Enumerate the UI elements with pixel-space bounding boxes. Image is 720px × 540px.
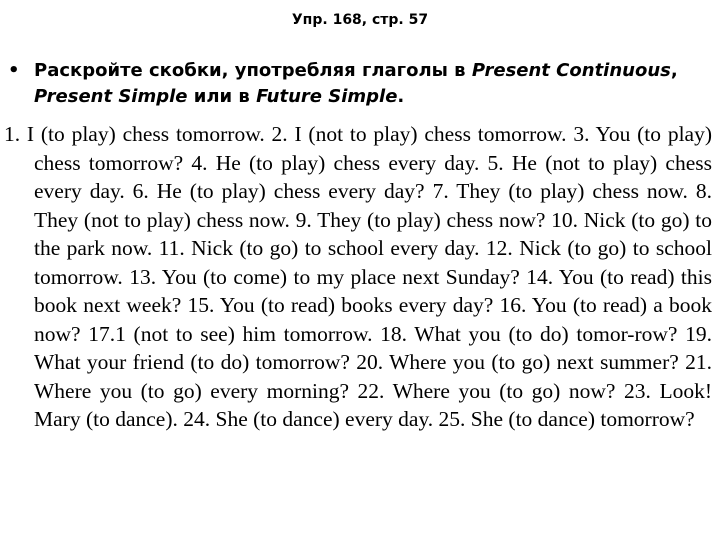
tense-present-simple: Present Simple bbox=[34, 86, 188, 107]
instruction-end: . bbox=[397, 86, 405, 107]
instruction-part-1: Раскройте скобки, употребляя глаголы в bbox=[34, 60, 472, 81]
tense-present-continuous: Present Continuous bbox=[471, 60, 671, 81]
exercise-reference: Упр. 168, стр. 57 bbox=[291, 12, 429, 28]
task-instruction bbox=[8, 58, 708, 110]
task-instruction-text bbox=[34, 58, 708, 110]
instruction-separator: , bbox=[670, 60, 678, 81]
instruction-part-2: или в bbox=[187, 86, 257, 107]
tense-future-simple: Future Simple bbox=[256, 86, 398, 107]
exercise-sentences: 1. I (to play) chess tomorrow. 2. I (not to play) chess tomorrow. 3. You (to play) chess tomorrow? 4. He (to play) chess every day. 5. He (not to play) chess every day. 6. He (to play) chess every day? 7. They (to play) chess now. 8. They (not to play) chess now. 9. They (to play) chess now? 10. Nick (to go) to the park now. 11. Nick (to go) to school every day. 12. Nick (to go) to school tomorrow. 13. You (to come) to my place next Sunday? 14. You (to read) this book next week? 15. You (to read) books every day? 16. You (to read) a book now? 17.1 (not to see) him tomorrow. 18. What you (to do) tomor-row? 19. What your friend (to do) tomorrow? 20. Where you (to go) next summer? 21. Where you (to go) every morning? 22. Where you (to go) now? 23. Look! Mary (to dance). 24. She (to dance) every day. 25. She (to dance) tomorrow? bbox=[4, 122, 712, 431]
bullet-marker: • bbox=[8, 60, 20, 81]
